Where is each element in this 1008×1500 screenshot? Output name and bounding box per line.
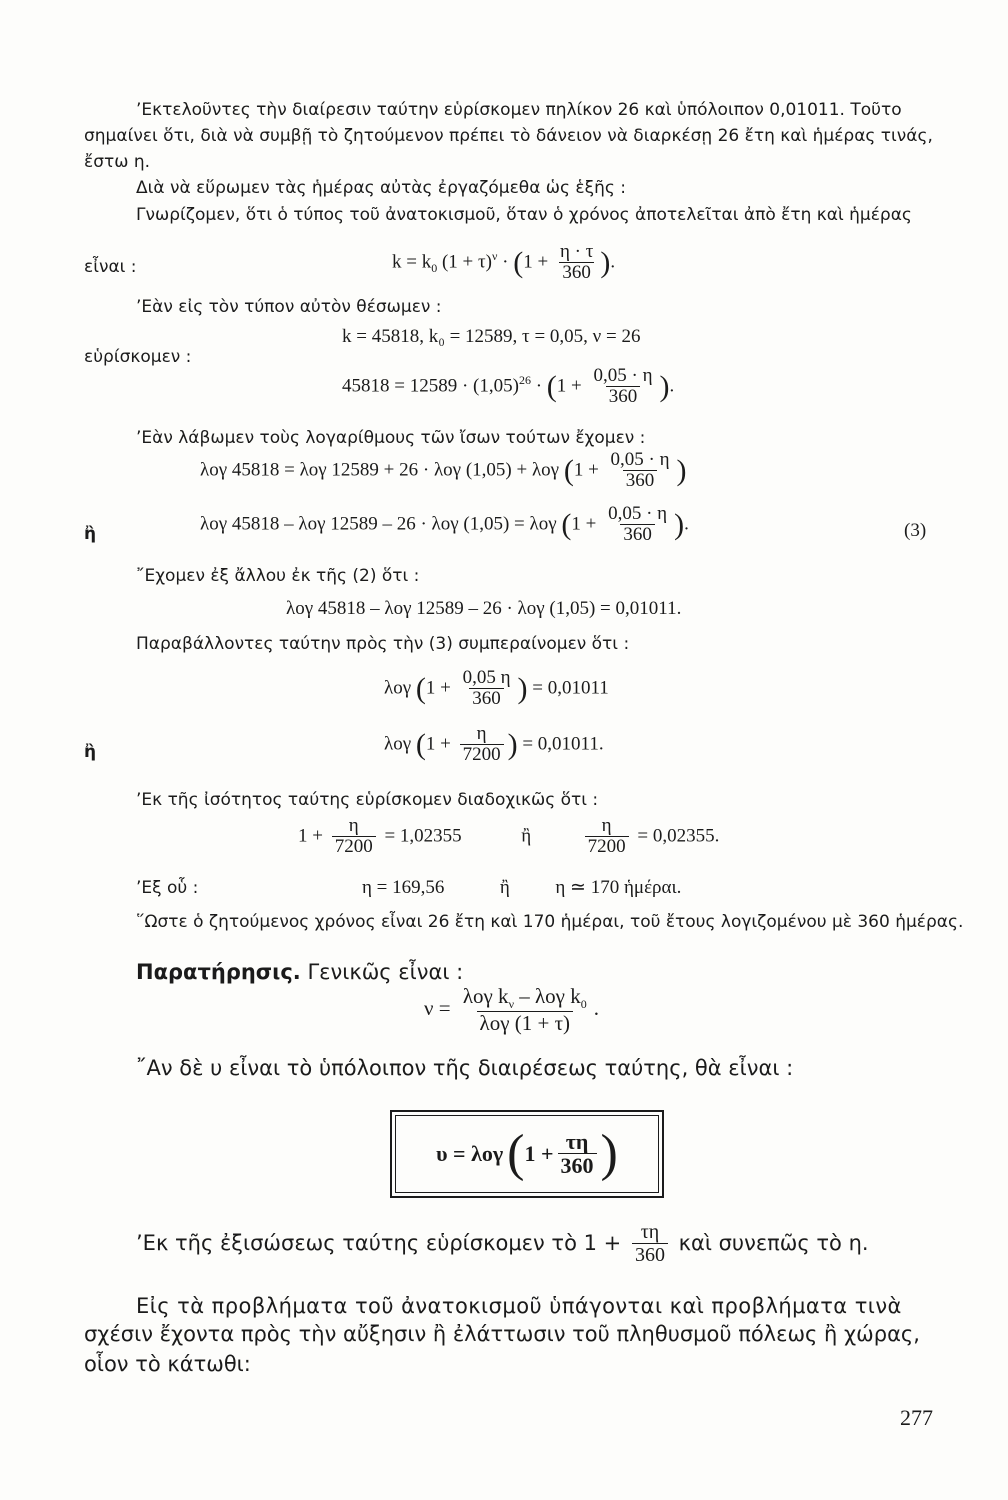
label-euriskomen: εὑρίσκομεν :	[84, 347, 192, 367]
paragraph-2: Διὰ νὰ εὕρωμεν τὰς ἡμέρας αὐτὰς ἐργαζόμεθα ὡς ἑξῆς :	[136, 178, 626, 198]
equation-tag-3: (3)	[904, 520, 927, 541]
paragraph-ean: ’Εὰν εἰς τὸν τύπον αὐτὸν θέσωμεν :	[136, 297, 442, 317]
remark-title: Παρατήρησις.	[136, 960, 301, 984]
paragraph-1-line-3: ἔστω η.	[84, 152, 151, 172]
paragraph-last-line-3: οἷον τὸ κάτωθι:	[84, 1352, 251, 1376]
equation-2: k = 45818, k₀ = 12589, τ = 0,05, ν = 26	[342, 326, 641, 347]
paragraph-parab: Παραβάλλοντες ταύτην πρὸς τὴν (3) συμπεραίνομεν ὅτι :	[136, 634, 630, 654]
remark-line	[136, 960, 463, 984]
paragraph-an: ῎Αν δὲ υ εἶναι τὸ ὑπόλοιπον τῆς διαιρέσεως ταύτης, θὰ εἶναι :	[136, 1056, 794, 1080]
equation-6: λογ 45818 – λογ 12589 – 26 · λογ (1,05) = 0,01011.	[286, 598, 682, 619]
equation-10: η = 169,56 ἢ η ≃ 170 ἡμέραι.	[362, 877, 682, 898]
paragraph-last-line-2: σχέσιν ἔχοντα πρὸς τὴν αὔξησιν ἢ ἐλάττωσιν τοῦ πληθυσμοῦ πόλεως ἢ χώρας,	[84, 1322, 920, 1346]
paragraph-last-line-1: Εἰς τὰ προβλήματα τοῦ ἀνατοκισμοῦ ὑπάγονται καὶ προβλήματα τινὰ	[136, 1294, 902, 1318]
paragraph-exomen: ῎Εχομεν ἐξ ἄλλου ἐκ τῆς (2) ὅτι :	[136, 566, 420, 586]
page-number: 277	[900, 1405, 933, 1430]
equation-8: λογ (1 + $\frac{\eta}{7200}$ ) = 0,01011.	[384, 723, 604, 765]
label-or-2: ἢ	[84, 742, 97, 762]
equation-3: $45818 = 12589 \cdot (1,05)^{26} \cdot (1$ + $\frac{0,05 \cdot \eta}{360}$ ).	[342, 365, 675, 407]
paragraph-oste: ῞Ωστε ὁ ζητούμενος χρόνος εἶναι 26 ἔτη καὶ 170 ἡμέραι, τοῦ ἔτους λογιζομένου μὲ 360 ἡμέρας.	[136, 912, 964, 932]
paragraph-3: Γνωρίζομεν, ὅτι ὁ τύπος τοῦ ἀνατοκισμοῦ, ὅταν ὁ χρόνος ἀποτελεῖται ἀπὸ ἔτη καὶ ἡμέρας	[136, 205, 912, 225]
paragraph-1-line-2: σημαίνει ὅτι, διὰ νὰ συμβῇ τὸ ζητούμενον πρέπει τὸ δάνειον νὰ διαρκέσῃ 26 ἔτη καὶ ἡμέρας τινάς,	[84, 126, 933, 146]
paragraph-ek: ’Εκ τῆς ἐξισώσεως ταύτης εὑρίσκομεν τὸ 1 + $\frac{\tau\eta}{360}$ καὶ συνεπῶς τὸ η.	[136, 1221, 869, 1266]
label-einai: εἶναι :	[84, 257, 137, 277]
label-or-1: ἢ	[84, 524, 97, 544]
paragraph-1-line-1: ’Εκτελοῦντες τὴν διαίρεσιν ταύτην εὑρίσκομεν πηλίκον 26 καὶ ὑπόλοιπον 0,01011. Τοῦτο	[136, 100, 902, 120]
boxed-formula: υ = λογ ( 1 + $\frac{\tau\eta}{360}$ )	[390, 1110, 664, 1198]
remark-text: Γενικῶς εἶναι :	[307, 960, 464, 984]
equation-9: 1 + $\frac{\eta}{7200}$ = 1,02355 ἢ $\frac{\eta}{7200}$ = 0,02355.	[298, 815, 720, 857]
equation-7: λογ (1 + $\frac{0,05 \eta}{360}$ ) = 0,01011	[384, 667, 609, 709]
paragraph-isotitos: ’Εκ τῆς ἰσότητος ταύτης εὑρίσκομεν διαδοχικῶς ὅτι :	[136, 790, 599, 810]
label-ex-ou: ’Εξ οὗ :	[136, 878, 199, 898]
equation-4: λογ 45818 = λογ 12589 + 26 · λογ (1,05) + λογ (1 + $\frac{0,05 \cdot \eta}{360}$ )	[200, 449, 687, 491]
equation-11: ν = $\frac{\lambda o\gamma k_\nu - \lambda o\gamma k_0}{\text{λογ (1 + τ)}}$ .	[424, 984, 599, 1035]
paragraph-logs: ’Εὰν λάβωμεν τοὺς λογαρίθμους τῶν ἴσων τούτων ἔχομεν :	[136, 428, 646, 448]
equation-1: $k = k_0$ $(1 + \tau)^\nu \cdot (1$ + $\frac{\eta \cdot \tau}{360}$ ).	[392, 241, 616, 283]
equation-5: λογ 45818 – λογ 12589 – 26 · λογ (1,05) = λογ (1 + $\frac{0,05 \cdot \eta}{360}$ ).	[200, 503, 689, 545]
